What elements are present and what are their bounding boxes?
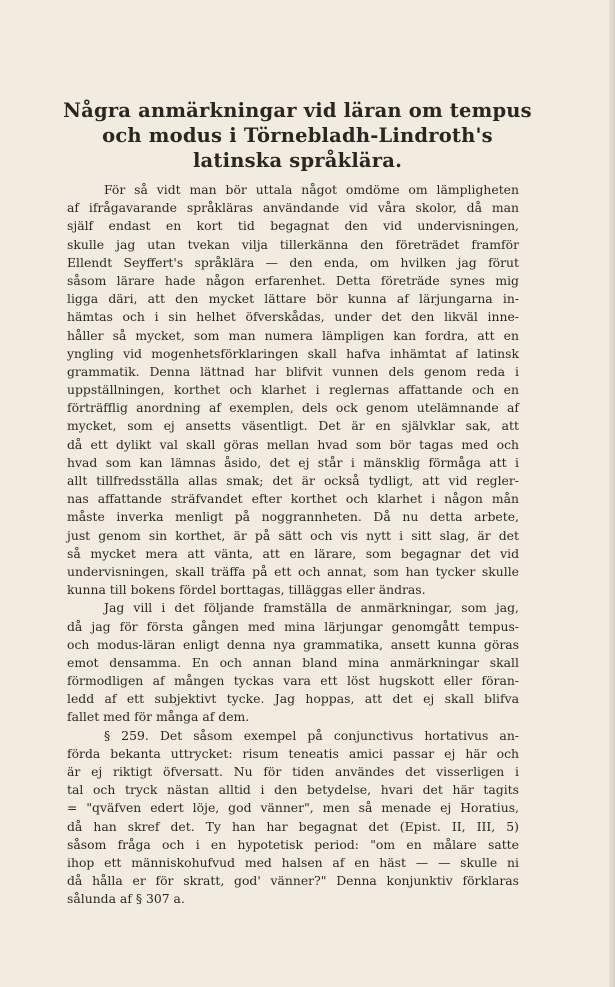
text-line: såsom fråga och i en hypotetisk period: "om en målare satte: [67, 836, 519, 852]
text-line: ledd af ett subjektivt tycke. Jag hoppas, att det ej skall blifva: [67, 691, 519, 707]
paragraph: [67, 599, 519, 726]
text-line: ihop ett människohufvud med halsen af en häst — — skulle ni: [67, 854, 519, 870]
text-line: då hålla er för skratt, god' vänner?" Denna konjunktiv förklaras: [67, 873, 519, 889]
paragraph: [67, 181, 519, 599]
text-line: nas affattande sträfvandet efter korthet och klarhet i någon mån: [67, 491, 519, 507]
text-line: tal och tryck nästan alltid i den betydelse, hvari det här tagits: [67, 782, 519, 798]
text-line: kunna till bokens fördel borttagas, tilläggas eller ändras.: [67, 582, 426, 598]
text-line: förmodligen af mången tyckas vara ett löst hugskott eller föran-: [67, 673, 519, 689]
text-line: då ett dylikt val skall göras mellan hvad som bör tagas med och: [67, 436, 519, 452]
text-line: och modus-läran enligt denna nya grammatika, ansett kunna göras: [67, 636, 519, 652]
article-body: [67, 181, 519, 909]
paragraph: [67, 727, 519, 909]
text-line: sålunda af § 307 a.: [67, 891, 185, 907]
text-line: såsom lärare hade någon erfarenhet. Detta företräde synes mig: [67, 272, 519, 288]
text-line: yngling vid mogenhetsförklaringen skall hafva inhämtat af latinsk: [67, 345, 519, 361]
text-line: fallet med för många af dem.: [67, 709, 250, 725]
page-edge: [609, 0, 615, 987]
title-line: latinska språklära.: [192, 149, 403, 172]
text-line: då han skref det. Ty han har begagnat det (Epist. II, III, 5): [67, 818, 519, 834]
text-line: grammatik. Denna lättnad har blifvit vunnen dels genom reda i: [67, 363, 519, 379]
text-line: mycket, som ej ansetts väsentligt. Det är en självklar sak, att: [67, 418, 519, 434]
text-line: förträfflig anordning af exemplen, dels ock genom utelämnande af: [67, 400, 519, 416]
text-line: är ej riktigt öfversatt. Nu för tiden användes det visserligen i: [67, 764, 519, 779]
text-line: förda bekanta uttrycket: risum teneatis amici passar ej här och: [67, 745, 519, 761]
text-line: håller så mycket, som man numera lämpligen kan fordra, att en: [67, 327, 519, 343]
text-line: allt tillfredsställa allas smak; det är också tydligt, att vid regler-: [67, 473, 519, 488]
text-line: § 259. Det såsom exempel på conjunctivus hortativus an-: [104, 727, 519, 743]
text-line: ligga däri, att den mycket lättare bör kunna af lärjungarna in-: [67, 291, 519, 307]
text-line: själf endast en kort tid begagnat den vid undervisningen,: [67, 218, 519, 234]
text-line: uppställningen, korthet och klarhet i reglernas affattande och en: [67, 382, 519, 398]
text-line: = "qväfven edert löje, god vänner", men så menade ej Horatius,: [67, 800, 519, 816]
title-line: Några anmärkningar vid läran om tempus: [63, 99, 532, 122]
text-line: då jag för första gången med mina lärjungar genomgått tempus-: [67, 618, 519, 634]
text-line: Ellendt Seyffert's språklära — den enda, om hvilken jag förut: [67, 254, 519, 270]
title-line: och modus i Törnebladh-Lindroth's: [102, 124, 493, 147]
text-line: hvad som kan lämnas åsido, det ej står i mänsklig förmåga att i: [67, 454, 519, 470]
text-line: just genom sin korthet, är på sätt och vis nytt i sitt slag, är det: [67, 527, 519, 543]
text-line: måste inverka menligt på noggrannheten. Då nu detta arbete,: [67, 509, 519, 525]
text-line: skulle jag utan tvekan vilja tillerkänna den företrädet framför: [67, 236, 519, 252]
article-title: [60, 98, 535, 173]
text-line: så mycket mera att vänta, att en lärare, som begagnar det vid: [67, 545, 519, 561]
text-line: af ifrågavarande språkläras användande vid våra skolor, då man: [67, 200, 519, 216]
text-line: emot densamma. En och annan bland mina anmärkningar skall: [67, 654, 519, 670]
text-line: För så vidt man bör uttala något omdöme om lämpligheten: [104, 182, 519, 197]
text-line: hämtas och i sin helhet öfverskådas, under det den likväl inne-: [67, 309, 519, 325]
text-line: undervisningen, skall träffa på ett och annat, som han tycker skulle: [67, 563, 519, 579]
text-line: Jag vill i det följande framställa de anmärkningar, som jag,: [104, 600, 519, 616]
